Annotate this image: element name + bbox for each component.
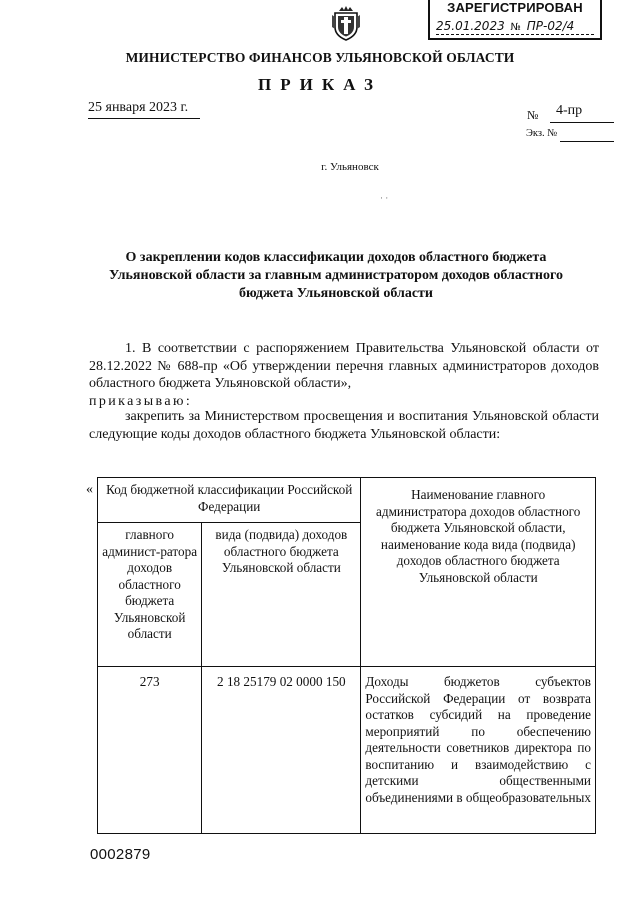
- table-row: [98, 667, 596, 834]
- date-underline: [88, 118, 200, 119]
- document-title: О закреплении кодов классификации доходов областного бюджета Ульяновской области за главным администратором доходов областного бюджета Ульяновской области: [108, 250, 564, 301]
- income-code-cell: 2 18 25179 02 0000 150: [202, 667, 361, 834]
- city: г. Ульяновск: [321, 161, 379, 173]
- stamp-no-label: №: [510, 22, 521, 33]
- coat-of-arms-icon: [331, 5, 361, 41]
- scan-dots: · ·: [380, 193, 389, 203]
- admin-code-cell: 273: [98, 667, 202, 834]
- stamp-date: 25.01.2023: [436, 19, 505, 33]
- form-serial-number: 0002879: [90, 846, 151, 863]
- paragraph-2-text: закрепить за Министерством просвещения и воспитания Ульяновской области следующие коды доходов областного бюджета Ульяновской области:: [89, 409, 599, 442]
- stamp-underline: [436, 34, 594, 35]
- copy-number-underline: [560, 141, 614, 142]
- registration-stamp: [428, 0, 602, 40]
- number-label: №: [527, 108, 539, 122]
- header-admin-code: главного админист-ратора доходов областного бюджета Ульяновской области: [98, 523, 202, 667]
- header-name-column: Наименование главного администратора доходов областного бюджета Ульяновской области, наименование кода вида (подвида) доходов областного бюджета Ульяновской области: [361, 478, 596, 667]
- income-name-cell: Доходы бюджетов субъектов Российской Федерации от возврата остатков субсидий на проведение мероприятий по обеспечению деятельности советников директора по воспитанию и взаимодействию с детскими общественными объединениями в общеобразовательных: [361, 667, 596, 834]
- ministry-name: МИНИСТЕРСТВО ФИНАНСОВ УЛЬЯНОВСКОЙ ОБЛАСТИ: [125, 50, 515, 65]
- paragraph-1-text: 1. В соответствии с распоряжением Правительства Ульяновской области от 28.12.2022 № 688-пр «Об утверждении перечня главных администраторов доходов областного бюджета Ульяновской области»,: [89, 341, 599, 391]
- stamp-title: ЗАРЕГИСТРИРОВАН: [447, 0, 583, 15]
- paragraph-2: [89, 408, 599, 443]
- header-code-group: Код бюджетной классификации Российской Федерации: [98, 478, 361, 523]
- order-word: приказываю:: [89, 393, 193, 409]
- document-number: 4-пр: [556, 103, 583, 118]
- number-underline: [550, 122, 614, 123]
- header-income-code: вида (подвида) доходов областного бюджета Ульяновской области: [202, 523, 361, 667]
- copy-number-label: Экз. №: [526, 128, 558, 139]
- document-type: ПРИКАЗ: [258, 75, 382, 94]
- table-header-row: [98, 478, 596, 523]
- paragraph-1: [89, 340, 599, 410]
- table-open-quote: «: [86, 482, 93, 497]
- stamp-number: ПР-02/4: [526, 19, 575, 33]
- income-codes-table: [97, 477, 596, 834]
- document-date: 25 января 2023 г.: [88, 100, 189, 115]
